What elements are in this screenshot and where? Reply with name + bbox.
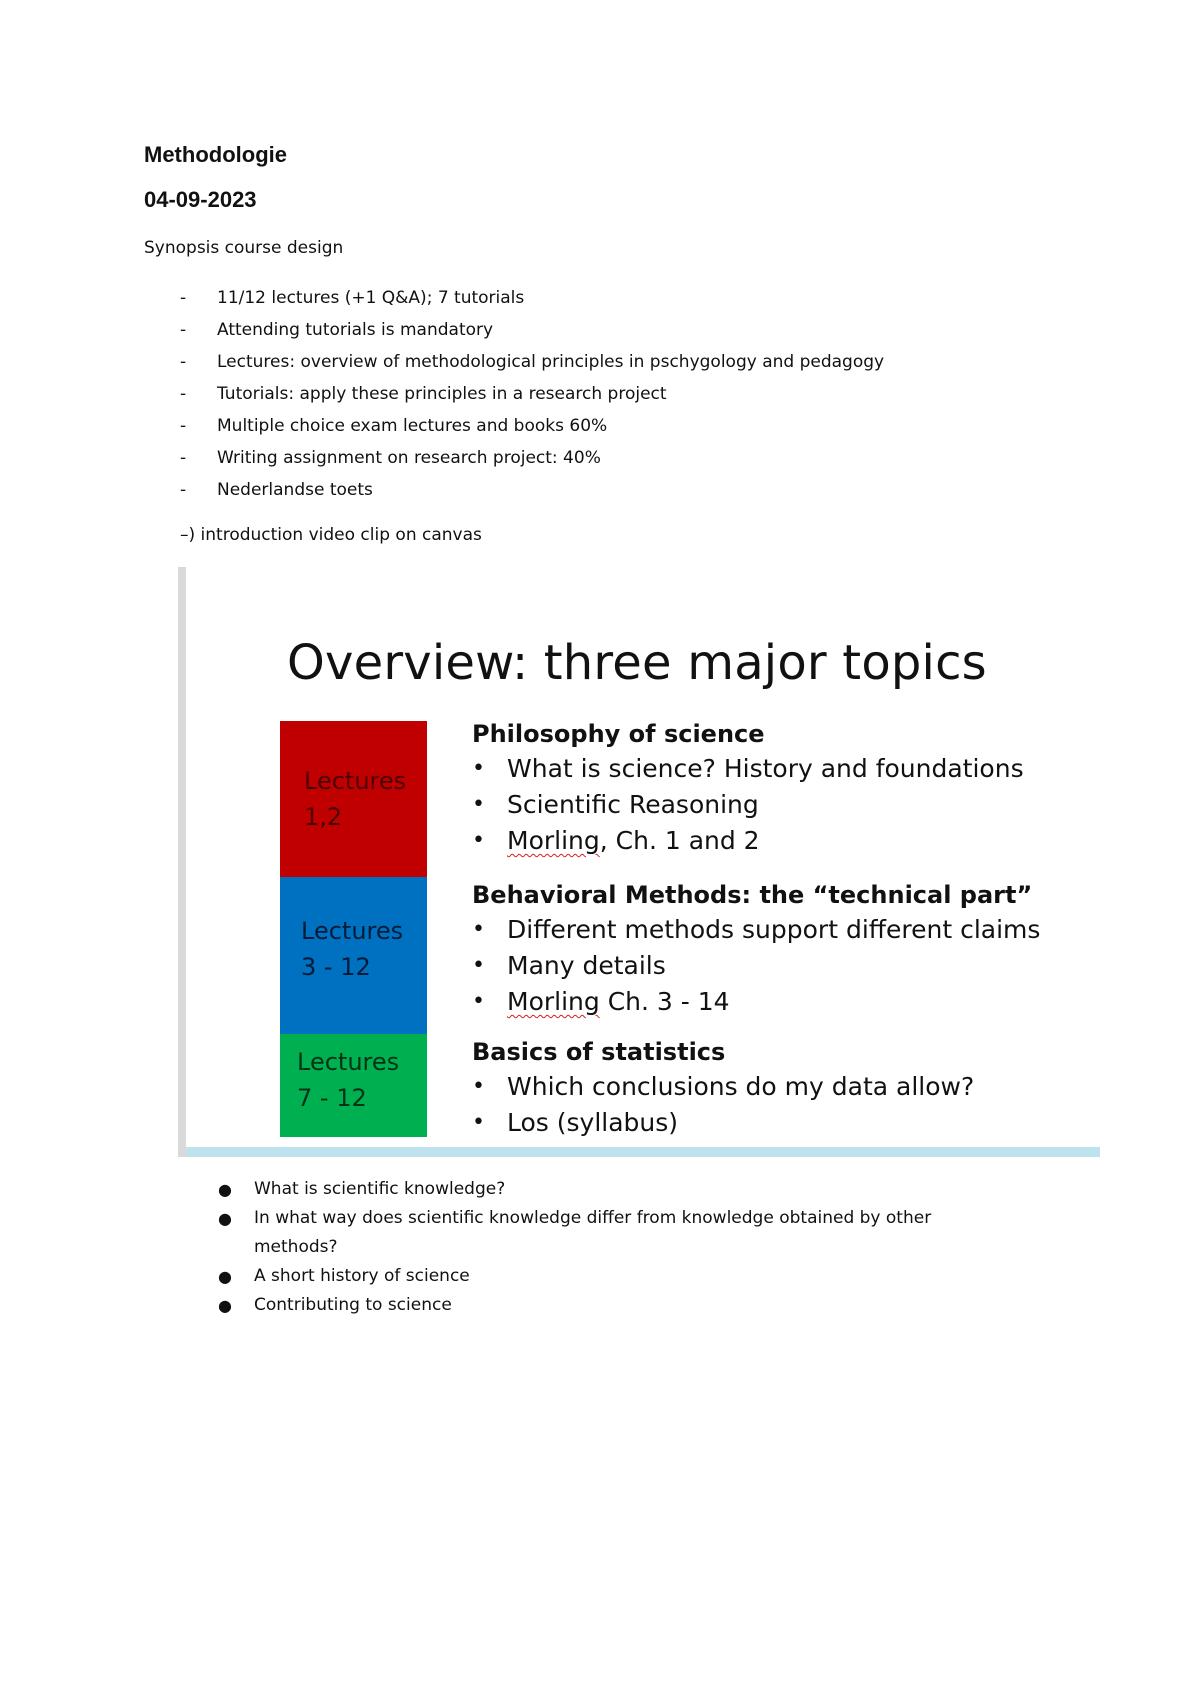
bullet-marker: • bbox=[472, 989, 485, 1014]
list-item-text: Writing assignment on research project: 40% bbox=[217, 448, 601, 468]
slide-bottom-bar bbox=[186, 1147, 1100, 1157]
lectures-box-range: 3 - 12 bbox=[301, 953, 371, 981]
list-item-text: What is scientific knowledge? bbox=[254, 1179, 506, 1199]
list-item-text: Multiple choice exam lectures and books 60% bbox=[217, 416, 608, 436]
list-item bbox=[218, 1204, 998, 1262]
topic-bullets bbox=[472, 751, 1024, 859]
lectures-box-methods bbox=[280, 877, 427, 1034]
topic-bullet-text: Different methods support different claims bbox=[507, 915, 1041, 944]
dash-marker: - bbox=[180, 480, 187, 500]
dash-marker: - bbox=[180, 320, 187, 340]
list-item-text: Lectures: overview of methodological principles in pschygology and pedagogy bbox=[217, 352, 885, 372]
science-questions-list bbox=[218, 1175, 998, 1320]
topic-bullets bbox=[472, 912, 1040, 1020]
topic-bullet bbox=[472, 984, 1040, 1020]
list-item bbox=[180, 410, 884, 442]
list-item-text: Tutorials: apply these principles in a research project bbox=[217, 384, 667, 404]
topic-philosophy bbox=[472, 717, 1024, 859]
list-item-text: Contributing to science bbox=[254, 1295, 452, 1315]
bullet-marker: • bbox=[472, 756, 485, 781]
bullet-marker: ● bbox=[218, 1209, 232, 1228]
topic-bullet-text: Many details bbox=[507, 951, 666, 980]
dash-marker: - bbox=[180, 384, 187, 404]
list-item bbox=[180, 346, 884, 378]
topic-heading: Behavioral Methods: the “technical part” bbox=[472, 881, 1033, 909]
list-item-text: Nederlandse toets bbox=[217, 480, 373, 500]
list-item-text: 11/12 lectures (+1 Q&A); 7 tutorials bbox=[217, 288, 525, 308]
dash-marker: - bbox=[180, 352, 187, 372]
list-item bbox=[218, 1175, 998, 1204]
list-item bbox=[218, 1291, 998, 1320]
topic-bullet bbox=[472, 948, 1040, 984]
dash-marker: - bbox=[180, 416, 187, 436]
bullet-marker: • bbox=[472, 917, 485, 942]
topic-heading: Philosophy of science bbox=[472, 720, 765, 748]
topic-bullet-text: Ch. 3 - 14 bbox=[599, 987, 730, 1016]
bullet-marker: ● bbox=[218, 1267, 232, 1286]
bullet-marker: • bbox=[472, 1074, 485, 1099]
list-item-text: Attending tutorials is mandatory bbox=[217, 320, 494, 340]
bullet-marker: ● bbox=[218, 1296, 232, 1315]
intro-video-note: –) introduction video clip on canvas bbox=[180, 525, 482, 545]
bullet-marker: ● bbox=[218, 1180, 232, 1199]
list-item bbox=[180, 378, 884, 410]
bullet-marker: • bbox=[472, 792, 485, 817]
bullet-marker: • bbox=[472, 828, 485, 853]
topic-bullet bbox=[472, 1069, 974, 1105]
topic-bullet bbox=[472, 1105, 974, 1141]
slide-title: Overview: three major topics bbox=[287, 635, 987, 691]
topic-statistics bbox=[472, 1035, 974, 1141]
topic-bullets bbox=[472, 1069, 974, 1141]
topic-bullet bbox=[472, 912, 1040, 948]
topic-bullet-text: , Ch. 1 and 2 bbox=[599, 826, 760, 855]
lectures-box-statistics bbox=[280, 1034, 427, 1137]
topic-bullet-text: What is science? History and foundations bbox=[507, 754, 1024, 783]
list-item bbox=[218, 1262, 998, 1291]
topic-bullet bbox=[472, 823, 1024, 859]
spellcheck-word: Morling bbox=[507, 826, 600, 855]
lectures-box-philosophy bbox=[280, 721, 427, 877]
lectures-box-range: 1,2 bbox=[304, 803, 343, 831]
topic-methods bbox=[472, 878, 1040, 1020]
list-item bbox=[180, 474, 884, 506]
slide-left-border bbox=[178, 567, 186, 1157]
section-subtitle: Synopsis course design bbox=[144, 238, 344, 258]
dash-marker: - bbox=[180, 288, 187, 308]
topic-bullet bbox=[472, 751, 1024, 787]
topic-bullet-text: Scientific Reasoning bbox=[507, 790, 759, 819]
list-item-text: In what way does scientific knowledge differ from knowledge obtained by other methods? bbox=[254, 1208, 932, 1257]
document-title: Methodologie bbox=[144, 142, 287, 167]
lectures-box-range: 7 - 12 bbox=[297, 1084, 367, 1112]
document-date: 04-09-2023 bbox=[144, 187, 257, 212]
course-design-list bbox=[180, 282, 884, 506]
list-item bbox=[180, 442, 884, 474]
topic-bullet-text: Which conclusions do my data allow? bbox=[507, 1072, 975, 1101]
topic-bullet bbox=[472, 787, 1024, 823]
list-item bbox=[180, 314, 884, 346]
list-item-text: A short history of science bbox=[254, 1266, 470, 1286]
list-item bbox=[180, 282, 884, 314]
bullet-marker: • bbox=[472, 953, 485, 978]
topic-bullet-text: Los (syllabus) bbox=[507, 1108, 679, 1137]
spellcheck-word: Morling bbox=[507, 987, 600, 1016]
overview-slide-image bbox=[178, 567, 1100, 1157]
lectures-box-label: Lectures bbox=[297, 1048, 400, 1076]
lectures-box-label: Lectures bbox=[301, 917, 404, 945]
topic-heading: Basics of statistics bbox=[472, 1038, 726, 1066]
bullet-marker: • bbox=[472, 1110, 485, 1135]
dash-marker: - bbox=[180, 448, 187, 468]
lectures-box-label: Lectures bbox=[304, 767, 407, 795]
